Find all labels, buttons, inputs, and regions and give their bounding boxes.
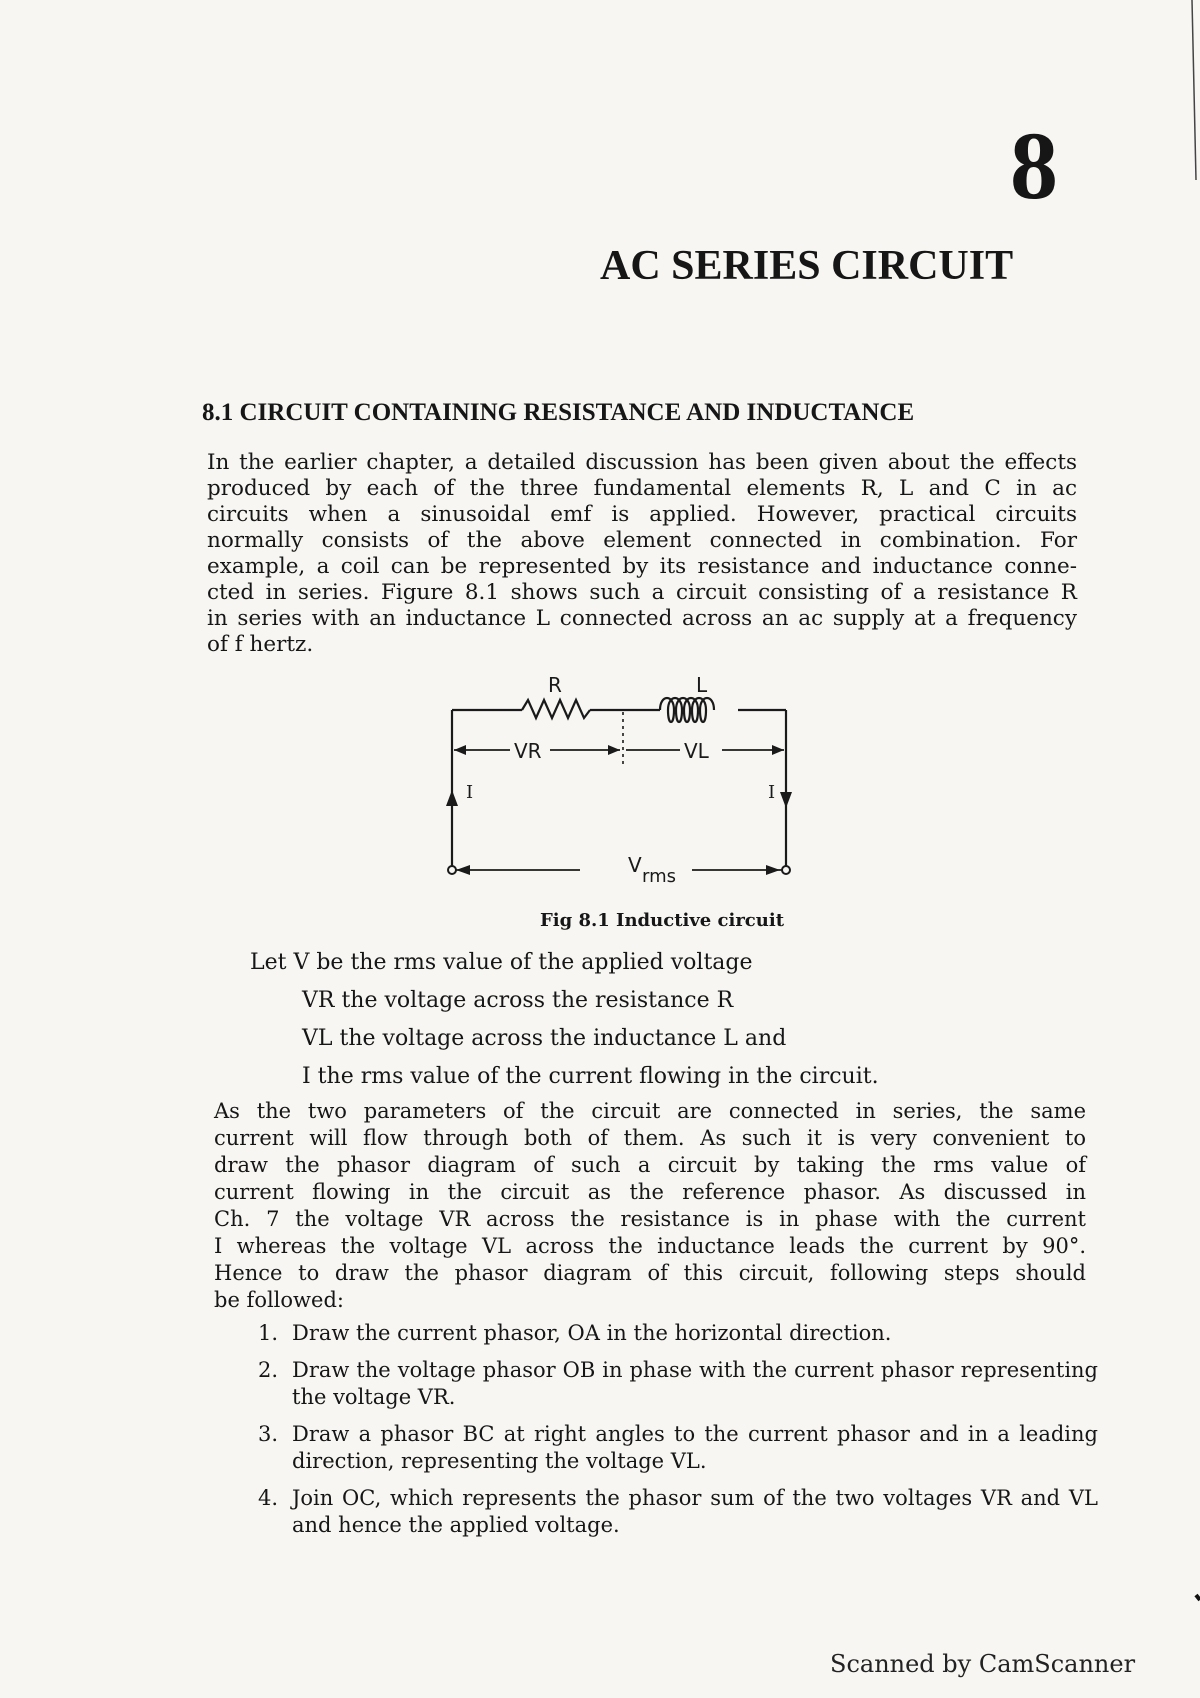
- text-line: current will flow through both of them. As such it is very convenient to: [214, 1126, 1086, 1150]
- text-line: produced by each of the three fundamental elements R, L and C in ac: [207, 476, 1077, 501]
- label-l: L: [696, 673, 708, 697]
- scanner-watermark: Scanned by CamScanner: [830, 1650, 1136, 1678]
- chapter-number: 8: [1010, 112, 1058, 219]
- text-line: cted in series. Figure 8.1 shows such a circuit consisting of a resistance R: [207, 580, 1077, 605]
- list-item: [258, 1485, 1098, 1539]
- step-number: 1.: [258, 1321, 279, 1345]
- definition-line: VR the voltage across the resistance R: [302, 988, 734, 1013]
- definition-line: VL the voltage across the inductance L and: [302, 1026, 787, 1051]
- list-item: [258, 1357, 1098, 1411]
- definition-line: Let V be the rms value of the applied voltage: [250, 950, 753, 975]
- current-arrow-down-icon: [780, 792, 792, 808]
- text-line: normally consists of the above element connected in combination. For: [207, 528, 1077, 553]
- chapter-title: AC SERIES CIRCUIT: [600, 243, 1014, 289]
- text-line: I whereas the voltage VL across the inductance leads the current by 90°.: [214, 1234, 1086, 1258]
- arrowhead-icon: [454, 745, 466, 755]
- terminal-right: [782, 866, 790, 874]
- arrowhead-icon: [608, 745, 620, 755]
- label-rms: rms: [642, 866, 676, 887]
- text-line: of f hertz.: [207, 632, 314, 657]
- figure-caption: Fig 8.1 Inductive circuit: [540, 910, 785, 931]
- section-heading: 8.1 CIRCUIT CONTAINING RESISTANCE AND INDUCTANCE: [202, 399, 915, 426]
- text-line: In the earlier chapter, a detailed discussion has been given about the effects: [207, 450, 1077, 475]
- label-current-right: I: [768, 782, 776, 803]
- step-text: Draw the current phasor, OA in the horizontal direction.: [292, 1321, 892, 1345]
- page-edge-shadow: [1170, 0, 1200, 1698]
- step-text: Draw the voltage phasor OB in phase with the current phasor representing the voltage VR.: [292, 1358, 1098, 1409]
- label-vl: VL: [684, 739, 709, 763]
- label-v: V: [628, 853, 642, 877]
- text-line: current flowing in the circuit as the reference phasor. As discussed in: [214, 1180, 1086, 1204]
- text-line: example, a coil can be represented by its resistance and inductance conne-: [207, 554, 1077, 579]
- arrowhead-icon: [772, 745, 784, 755]
- text-line: be followed:: [214, 1288, 344, 1312]
- step-number: 2.: [258, 1358, 279, 1382]
- explanation-paragraph: [214, 1098, 1086, 1314]
- text-line: circuits when a sinusoidal emf is applied. However, practical circuits: [207, 502, 1077, 527]
- step-number: 3.: [258, 1422, 279, 1446]
- resistor-symbol: [522, 700, 590, 718]
- step-number: 4.: [258, 1486, 279, 1510]
- label-current-left: I: [466, 782, 474, 803]
- variable-definitions: [250, 944, 1110, 1096]
- definition-line: I the rms value of the current flowing in the circuit.: [302, 1064, 879, 1089]
- circuit-diagram: [430, 670, 870, 910]
- text-line: Hence to draw the phasor diagram of this circuit, following steps should: [214, 1261, 1086, 1285]
- text-line: As the two parameters of the circuit are connected in series, the same: [214, 1099, 1086, 1123]
- circuit-figure: [430, 670, 870, 930]
- arrowhead-icon: [766, 865, 780, 875]
- step-text: Join OC, which represents the phasor sum of the two voltages VR and VL and hence the applied voltage.: [292, 1486, 1098, 1537]
- label-r: R: [548, 673, 562, 697]
- step-text: Draw a phasor BC at right angles to the current phasor and in a leading direction, representing the voltage VL.: [292, 1422, 1098, 1473]
- intro-paragraph: [207, 450, 1077, 658]
- text-line: draw the phasor diagram of such a circuit by taking the rms value of: [214, 1153, 1086, 1177]
- inductor-symbol: [660, 698, 714, 722]
- text-line: in series with an inductance L connected across an ac supply at a frequency: [207, 606, 1077, 631]
- arrowhead-icon: [456, 865, 470, 875]
- list-item: [258, 1421, 1098, 1475]
- current-arrow-up-icon: [446, 790, 458, 806]
- steps-list: [258, 1320, 1098, 1549]
- list-item: [258, 1320, 1098, 1347]
- terminal-left: [448, 866, 456, 874]
- text-line: Ch. 7 the voltage VR across the resistance is in phase with the current: [214, 1207, 1086, 1231]
- label-vr: VR: [514, 739, 542, 763]
